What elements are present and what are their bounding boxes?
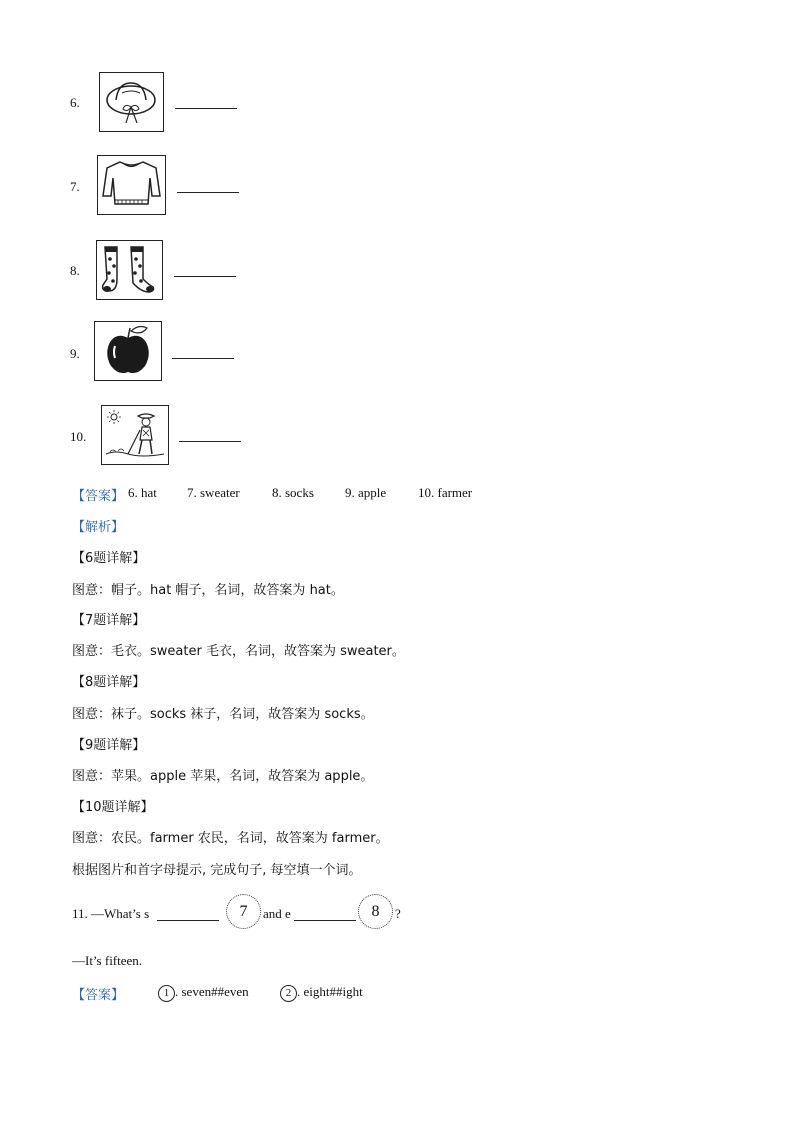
- q11-suffix: ?: [395, 906, 401, 921]
- detail-text: 图意：帽子。hat 帽子，名词，故答案为 hat。: [72, 583, 344, 598]
- detail-text: 图意：农民。farmer 农民，名词，故答案为 farmer。: [72, 831, 389, 846]
- socks-icon: [96, 240, 163, 300]
- circled-number: 1: [158, 985, 175, 1002]
- answer-text: . seven##even: [175, 984, 249, 999]
- detail-heading: 【6题详解】: [72, 551, 146, 566]
- answer-tag: 【答案】: [72, 489, 125, 504]
- question-number: 8.: [70, 263, 80, 278]
- answer-item: 7. sweater: [187, 485, 240, 500]
- sweater-icon: [97, 155, 166, 215]
- apple-icon: [94, 321, 162, 381]
- number-circle: 8: [358, 894, 393, 929]
- answer-blank[interactable]: [175, 108, 237, 109]
- analysis-tag: 【解析】: [72, 520, 125, 535]
- answer-text: . eight##ight: [297, 984, 363, 999]
- detail-heading: 【9题详解】: [72, 738, 146, 753]
- question-number: 7.: [70, 179, 80, 194]
- answer-item: 10. farmer: [418, 485, 473, 500]
- question-number: 6.: [70, 95, 80, 110]
- question-number: 10.: [70, 429, 87, 444]
- detail-text: 图意：袜子。socks 袜子，名词，故答案为 socks。: [72, 707, 374, 722]
- answer-blank[interactable]: [172, 358, 234, 359]
- answer-row: [72, 485, 124, 504]
- answer-tag: 【答案】: [72, 988, 125, 1003]
- q11-reply: —It’s fifteen.: [72, 953, 143, 968]
- answer-item: 8. socks: [272, 485, 314, 500]
- answer-blank[interactable]: [177, 192, 239, 193]
- answer-item: [158, 984, 249, 1002]
- instruction-text: 根据图片和首字母提示, 完成句子, 每空填一个词。: [72, 863, 362, 878]
- answer-item: [280, 984, 363, 1002]
- q11-mid: and e: [263, 906, 291, 921]
- q11-prefix: 11. —What’s s: [72, 906, 150, 921]
- answer-item: 6. hat: [128, 485, 157, 500]
- detail-heading: 【7题详解】: [72, 613, 146, 628]
- answer-blank[interactable]: [294, 920, 356, 921]
- detail-heading: 【8题详解】: [72, 675, 146, 690]
- answer-blank[interactable]: [157, 920, 219, 921]
- detail-heading: 【10题详解】: [72, 800, 154, 815]
- answer-item: 9. apple: [345, 485, 387, 500]
- detail-text: 图意：苹果。apple 苹果，名词，故答案为 apple。: [72, 769, 374, 784]
- hat-icon: [99, 72, 164, 132]
- circled-number: 2: [280, 985, 297, 1002]
- farmer-icon: [101, 405, 169, 465]
- detail-text: 图意：毛衣。sweater 毛衣，名词，故答案为 sweater。: [72, 644, 405, 659]
- answer-blank[interactable]: [174, 276, 236, 277]
- number-circle: 7: [226, 894, 261, 929]
- question-number: 9.: [70, 346, 80, 361]
- answer-blank[interactable]: [179, 441, 241, 442]
